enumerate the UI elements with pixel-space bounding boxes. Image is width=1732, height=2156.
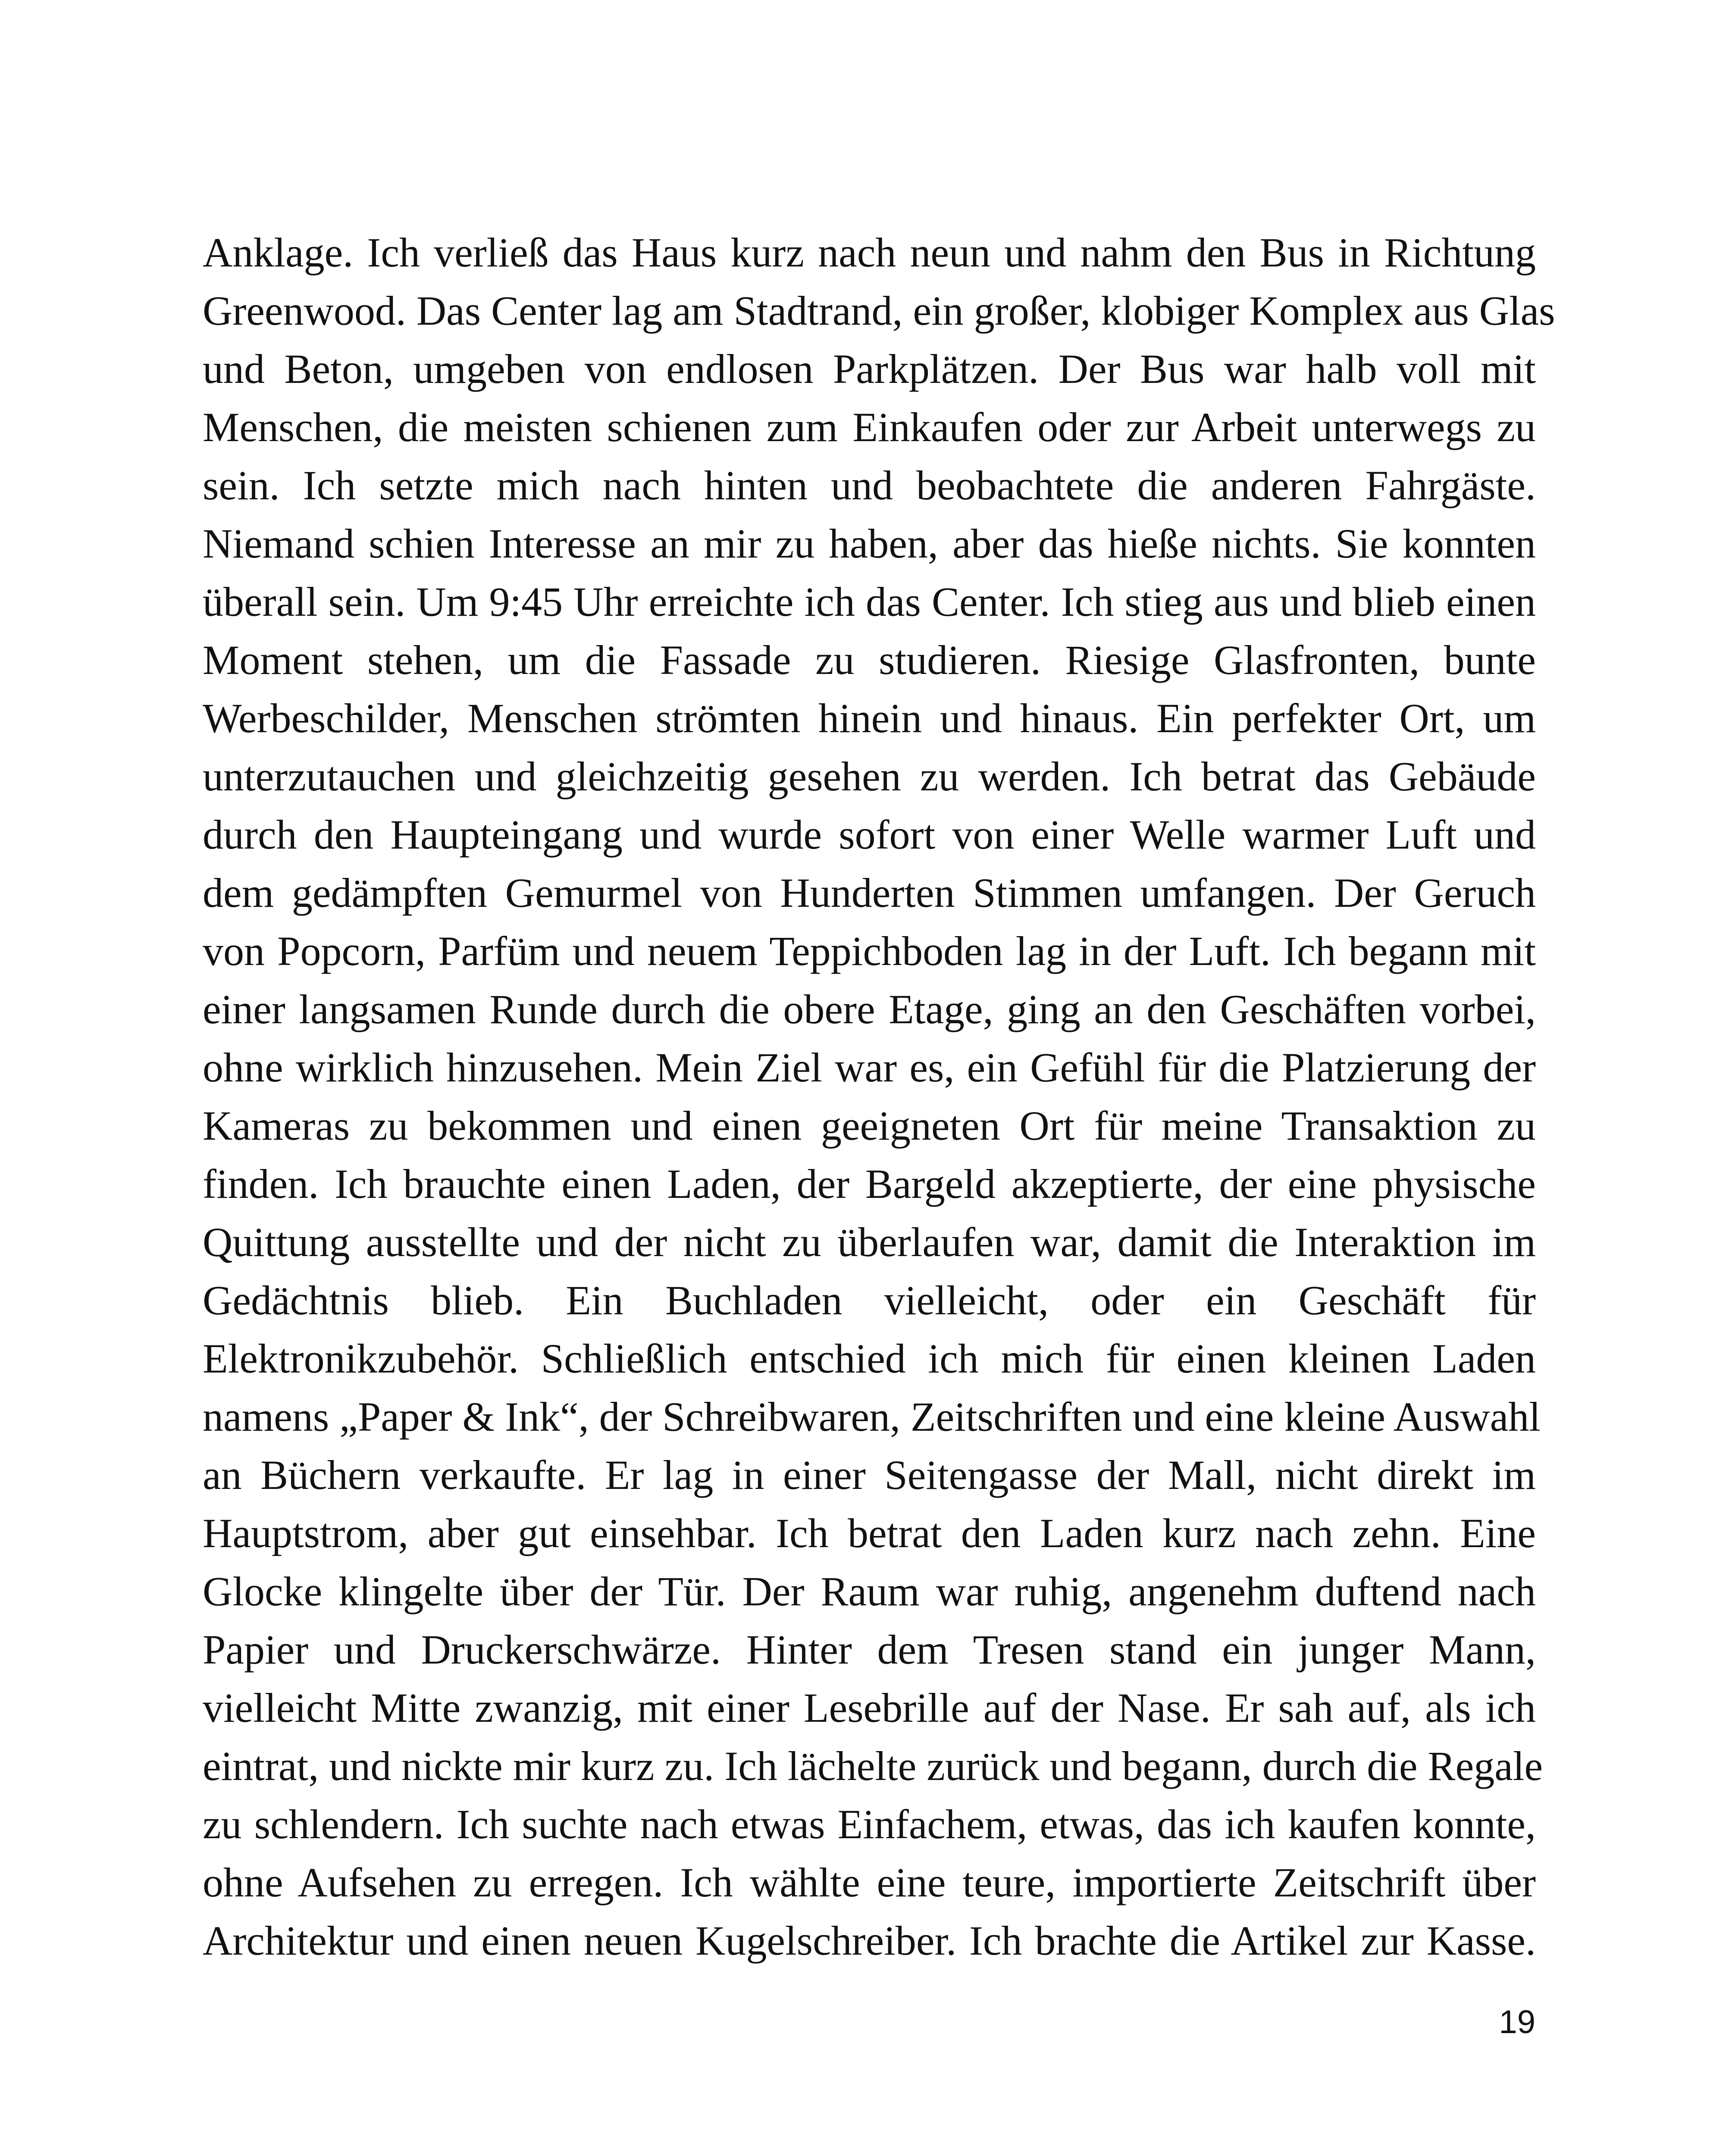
text-line: zu schlendern. Ich suchte nach etwas Einfachem, etwas, das ich kaufen konnte,	[203, 1801, 1536, 1847]
text-line: Menschen, die meisten schienen zum Einkaufen oder zur Arbeit unterwegs zu	[203, 404, 1536, 450]
text-line: dem gedämpften Gemurmel von Hunderten Stimmen umfangen. Der Geruch	[203, 870, 1536, 916]
text-line: ohne wirklich hinzusehen. Mein Ziel war es, ein Gefühl für die Platzierung der	[203, 1044, 1536, 1091]
text-line: unterzutauchen und gleichzeitig gesehen zu werden. Ich betrat das Gebäude	[203, 753, 1536, 799]
text-line: vielleicht Mitte zwanzig, mit einer Lesebrille auf der Nase. Er sah auf, als ich	[203, 1685, 1536, 1731]
text-line: und Beton, umgeben von endlosen Parkplätzen. Der Bus war halb voll mit	[203, 346, 1536, 392]
text-line: Gedächtnis blieb. Ein Buchladen vielleicht, oder ein Geschäft für	[203, 1277, 1536, 1323]
text-line: an Büchern verkaufte. Er lag in einer Seitengasse der Mall, nicht direkt im	[203, 1452, 1536, 1498]
text-line: Kameras zu bekommen und einen geeigneten Ort für meine Transaktion zu	[203, 1103, 1536, 1149]
text-line: Moment stehen, um die Fassade zu studieren. Riesige Glasfronten, bunte	[203, 637, 1536, 683]
text-line: Quittung ausstellte und der nicht zu überlaufen war, damit die Interaktion im	[203, 1219, 1536, 1265]
text-line: sein. Ich setzte mich nach hinten und beobachtete die anderen Fahrgäste.	[203, 462, 1536, 508]
text-line: einer langsamen Runde durch die obere Etage, ging an den Geschäften vorbei,	[203, 986, 1536, 1032]
text-line: Greenwood. Das Center lag am Stadtrand, ein großer, klobiger Komplex aus Glas	[203, 288, 1555, 334]
text-line: von Popcorn, Parfüm und neuem Teppichboden lag in der Luft. Ich begann mit	[203, 928, 1536, 974]
page-number: 19	[1499, 2004, 1535, 2040]
text-line: Werbeschilder, Menschen strömten hinein und hinaus. Ein perfekter Ort, um	[203, 695, 1536, 741]
body-paragraph	[203, 223, 1555, 1970]
text-line: Elektronikzubehör. Schließlich entschied ich mich für einen kleinen Laden	[203, 1335, 1536, 1382]
text-line: finden. Ich brauchte einen Laden, der Bargeld akzeptierte, der eine physische	[203, 1161, 1536, 1207]
text-line: durch den Haupteingang und wurde sofort von einer Welle warmer Luft und	[203, 812, 1536, 858]
text-line: eintrat, und nickte mir kurz zu. Ich lächelte zurück und begann, durch die Regale	[203, 1743, 1543, 1789]
text-line: namens „Paper & Ink“, der Schreibwaren, Zeitschriften und eine kleine Auswahl	[203, 1394, 1541, 1440]
text-line: Niemand schien Interesse an mir zu haben, aber das hieße nichts. Sie konnten	[203, 520, 1536, 567]
text-line: Hauptstrom, aber gut einsehbar. Ich betrat den Laden kurz nach zehn. Eine	[203, 1510, 1536, 1556]
text-line: Architektur und einen neuen Kugelschreiber. Ich brachte die Artikel zur Kasse.	[203, 1918, 1536, 1964]
text-line: ohne Aufsehen zu erregen. Ich wählte eine teure, importierte Zeitschrift über	[203, 1859, 1536, 1905]
text-line: Glocke klingelte über der Tür. Der Raum war ruhig, angenehm duftend nach	[203, 1568, 1536, 1614]
text-line: Anklage. Ich verließ das Haus kurz nach neun und nahm den Bus in Richtung	[203, 229, 1536, 276]
text-line: überall sein. Um 9:45 Uhr erreichte ich das Center. Ich stieg aus und blieb einen	[203, 579, 1536, 625]
text-line: Papier und Druckerschwärze. Hinter dem Tresen stand ein junger Mann,	[203, 1626, 1536, 1673]
